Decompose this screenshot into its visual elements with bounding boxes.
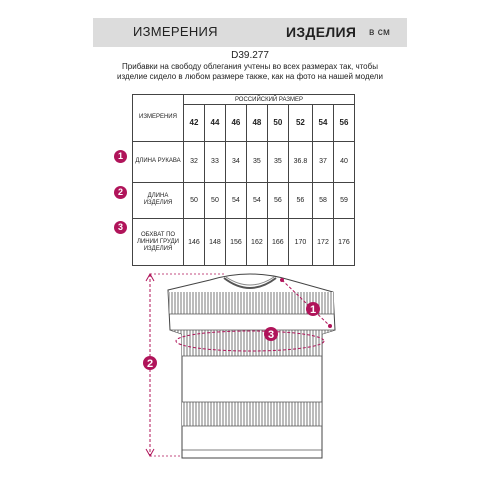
- header-word-garment: ИЗДЕЛИЯ: [286, 24, 357, 40]
- row-label: ОБХВАТ ПО ЛИНИИ ГРУДИ ИЗДЕЛИЯ: [133, 219, 184, 266]
- table-cell: 166: [267, 219, 288, 266]
- table-cell: 172: [313, 219, 334, 266]
- row-marker-3: 3: [114, 221, 127, 234]
- size-header: 56: [333, 105, 354, 142]
- table-cell: 36.8: [288, 141, 312, 182]
- header-word-measurements: ИЗМЕРЕНИЯ: [133, 24, 218, 39]
- row-label: ДЛИНА РУКАВА: [133, 141, 184, 182]
- table-cell: 40: [333, 141, 354, 182]
- table-cell: 58: [313, 182, 334, 219]
- sweater-drawing: [160, 274, 340, 458]
- table-cell: 59: [333, 182, 354, 219]
- table-cell: 37: [313, 141, 334, 182]
- article-number: D39.277: [231, 50, 269, 61]
- table-cell: 35: [246, 141, 267, 182]
- table-cell: 34: [225, 141, 246, 182]
- size-header: 42: [184, 105, 205, 142]
- table-cell: 148: [204, 219, 225, 266]
- size-header: 44: [204, 105, 225, 142]
- table-cell: 54: [225, 182, 246, 219]
- table-cell: 162: [246, 219, 267, 266]
- size-header: 50: [267, 105, 288, 142]
- figure-marker-2-text: 2: [146, 358, 154, 370]
- table-cell: 54: [246, 182, 267, 219]
- table-group-label: РОССИЙСКИЙ РАЗМЕР: [184, 95, 355, 105]
- header-unit: в см: [369, 27, 391, 38]
- row-label: ДЛИНА ИЗДЕЛИЯ: [133, 182, 184, 219]
- table-cell: 50: [204, 182, 225, 219]
- row-marker-1: 1: [114, 150, 127, 163]
- size-header: 52: [288, 105, 312, 142]
- figure-marker-1-text: 1: [309, 304, 317, 316]
- size-header: 46: [225, 105, 246, 142]
- fit-note: Прибавки на свободу облегания учтены во всех размерах так, чтобы изделие сидело в любом размере также, как на фото на нашей модели: [117, 62, 383, 81]
- table-cell: 32: [184, 141, 205, 182]
- row-marker-2: 2: [114, 186, 127, 199]
- table-cell: 176: [333, 219, 354, 266]
- table-cell: 170: [288, 219, 312, 266]
- size-header: 54: [313, 105, 334, 142]
- table-cell: 56: [288, 182, 312, 219]
- table-cell: 35: [267, 141, 288, 182]
- table-cell: 156: [225, 219, 246, 266]
- size-header: 48: [246, 105, 267, 142]
- table-cell: 56: [267, 182, 288, 219]
- table-corner-label: ИЗМЕРЕНИЯ: [133, 95, 184, 142]
- table-cell: 50: [184, 182, 205, 219]
- figure-marker-3-text: 3: [267, 329, 275, 341]
- table-cell: 33: [204, 141, 225, 182]
- table-cell: 146: [184, 219, 205, 266]
